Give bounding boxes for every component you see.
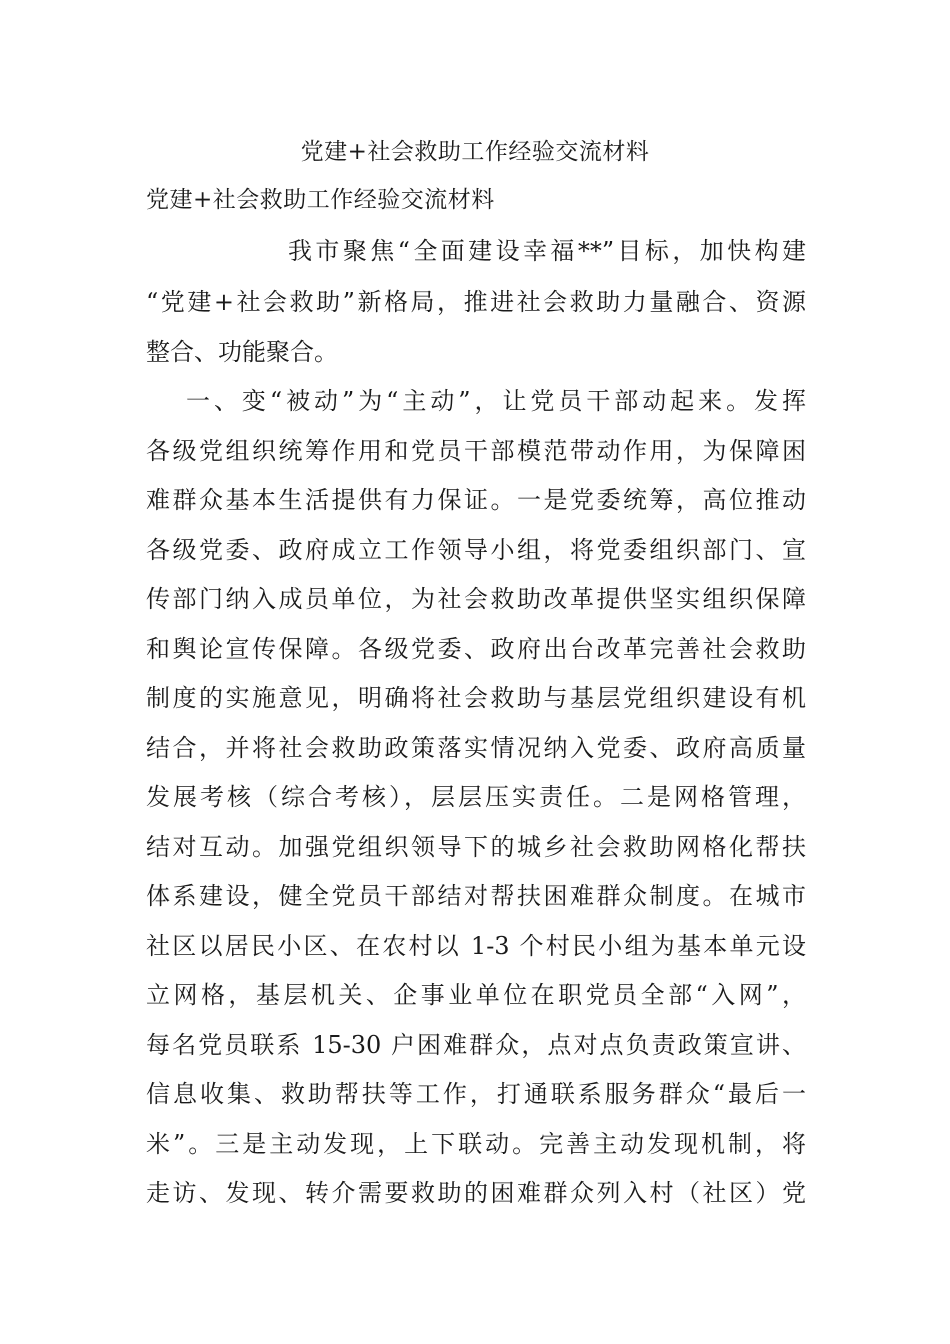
body-line: 结对互动。加强党组织领导下的城乡社会救助网格化帮扶 [146,833,806,861]
body-line: 米”。三是主动发现，上下联动。完善主动发现机制，将 [146,1130,806,1158]
body-line: 一、变“被动”为“主动”，让党员干部动起来。发挥 [186,387,806,415]
document-title: 党建+社会救助工作经验交流材料 [300,139,650,165]
body-line: 整合、功能聚合。 [146,338,338,366]
body-line: 结合，并将社会救助政策落实情况纳入党委、政府高质量 [146,734,806,762]
body-line: “党建+社会救助”新格局，推进社会救助力量融合、资源 [146,288,806,316]
body-line: 我市聚焦“全面建设幸福**”目标，加快构建 [288,237,806,265]
body-line: 社区以居民小区、在农村以 1-3 个村民小组为基本单元设 [146,932,806,960]
body-line: 各级党组织统筹作用和党员干部模范带动作用，为保障困 [146,437,806,465]
body-line: 立网格，基层机关、企事业单位在职党员全部“入网”， [146,981,806,1009]
body-line: 难群众基本生活提供有力保证。一是党委统筹，高位推动 [146,486,806,514]
body-line: 传部门纳入成员单位，为社会救助改革提供坚实组织保障 [146,585,806,613]
document-subtitle: 党建+社会救助工作经验交流材料 [146,187,495,213]
body-line: 制度的实施意见，明确将社会救助与基层党组织建设有机 [146,684,806,712]
body-line: 信息收集、救助帮扶等工作，打通联系服务群众“最后一 [146,1080,806,1108]
body-line: 各级党委、政府成立工作领导小组，将党委组织部门、宣 [146,536,806,564]
body-line: 发展考核（综合考核），层层压实责任。二是网格管理， [146,783,806,811]
body-line: 每名党员联系 15-30 户困难群众，点对点负责政策宣讲、 [146,1031,806,1059]
body-line: 和舆论宣传保障。各级党委、政府出台改革完善社会救助 [146,635,806,663]
body-line: 走访、发现、转介需要救助的困难群众列入村（社区）党 [146,1179,806,1207]
body-line: 体系建设，健全党员干部结对帮扶困难群众制度。在城市 [146,882,806,910]
